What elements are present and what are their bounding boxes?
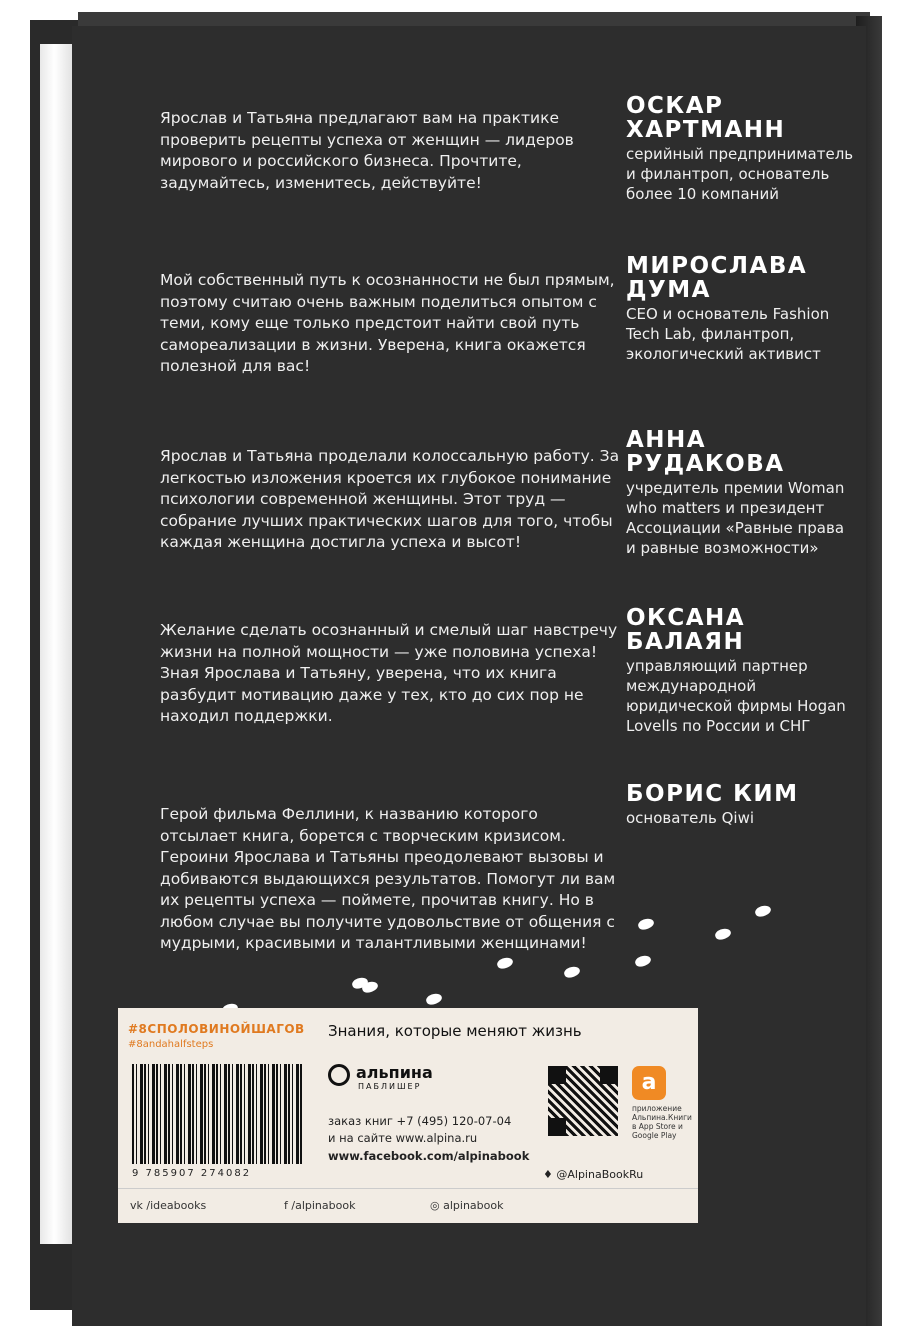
quote-author: [626, 254, 856, 364]
author-role: основатель Qiwi: [626, 809, 755, 827]
author-name: ОСКАР ХАРТМАНН: [626, 93, 786, 143]
footstep-mark: [714, 927, 732, 942]
back-cover-sticker: [118, 1008, 698, 1223]
author-name: АННА РУДАКОВА: [626, 427, 785, 477]
app-icon: a: [632, 1066, 666, 1100]
twitter-icon: ♦: [543, 1168, 557, 1181]
quote-text: Ярослав и Татьяна проделали колоссальную работу. За легкостью изложения кроется их глубокое понимание психологии современной женщины. Этот труд — собрание лучших практических шагов для того, чтобы каждая женщина достигла успеха и высот!: [160, 447, 620, 551]
social-ig-text: alpinabook: [443, 1199, 504, 1212]
quote-text: Желание сделать осознанный и смелый шаг навстречу жизни на полной мощности — уже половина успеха! Зная Ярослава и Татьяну, уверена, что их книга разбудит мотивацию даже у тех, кто до сих пор не находил поддержки.: [160, 621, 618, 725]
author-role: CEO и основатель Fashion Tech Lab, филантроп, экологический активист: [626, 305, 830, 363]
social-vk-text: /ideabooks: [146, 1199, 207, 1212]
footstep-mark: [425, 992, 443, 1007]
twitter-handle-text: @AlpinaBookRu: [556, 1168, 644, 1181]
twitter-handle: [543, 1168, 643, 1181]
app-store-note: приложение Альпина.Книги в App Store и Google Play: [632, 1104, 692, 1140]
publisher-name: альпина: [356, 1063, 433, 1082]
barcode: [132, 1064, 302, 1164]
footstep-mark: [754, 904, 772, 919]
quote-author: [626, 94, 856, 204]
facebook-icon: f: [284, 1199, 292, 1212]
quote-text: Мой собственный путь к осознанности не был прямым, поэтому считаю очень важным поделиться опытом с теми, кому еще только предстоит найти свой путь самореализации в жизни. Уверена, книга окажется полезной для вас!: [160, 271, 615, 375]
quote-author: [626, 428, 856, 558]
isbn-number: 9 785907 274082: [132, 1168, 252, 1179]
social-ig: [430, 1199, 503, 1212]
author-role: учредитель премии Woman who matters и президент Ассоциации «Равные права и равные возможности»: [626, 479, 845, 557]
book-pages-edge: [40, 44, 76, 1244]
social-links-bar: [118, 1188, 698, 1224]
author-role: серийный предприниматель и филантроп, основатель более 10 компаний: [626, 145, 854, 203]
author-name: ОКСАНА БАЛАЯН: [626, 605, 746, 655]
footstep-mark: [496, 956, 514, 971]
publisher-subtitle: ПАБЛИШЕР: [358, 1082, 422, 1091]
instagram-icon: ◎: [430, 1199, 444, 1212]
vk-icon: vk: [130, 1199, 147, 1212]
publisher-logo-icon: [328, 1064, 350, 1086]
publisher-slogan: Знания, которые меняют жизнь: [328, 1022, 582, 1040]
hashtag-ru: #8СПОЛОВИНОЙШАГОВ: [128, 1022, 305, 1036]
facebook-link: www.facebook.com/alpinabook: [328, 1149, 530, 1163]
social-fb: [284, 1199, 355, 1212]
author-name: БОРИС КИМ: [626, 781, 799, 807]
quote-text: Ярослав и Татьяна предлагают вам на практике проверить рецепты успеха от женщин — лидеров мирового и российского бизнеса. Прочтите, задумайтесь, изменитесь, действуйте!: [160, 109, 574, 192]
footstep-mark: [563, 965, 581, 980]
order-site: и на сайте www.alpina.ru: [328, 1131, 478, 1145]
social-vk: [130, 1199, 206, 1212]
qr-code: [548, 1066, 618, 1136]
footstep-mark: [637, 917, 655, 932]
quote-text: Герой фильма Феллини, к названию которого отсылает книга, борется с творческим кризисом. Героини Ярослава и Татьяны преодолевают вызовы и добиваются выдающихся результатов. Помогут ли вам их рецепты успеха — поймете, прочитав книгу. Но в любом случае вы получите удовольствие от общения с мудрыми, красивыми и талантливыми женщинами!: [160, 805, 616, 952]
quote-author: [626, 782, 856, 828]
quote-author: [626, 606, 856, 736]
author-name: МИРОСЛАВА ДУМА: [626, 253, 808, 303]
order-phone: заказ книг +7 (495) 120-07-04: [328, 1114, 512, 1128]
author-role: управляющий партнер международной юридической фирмы Hogan Lovells по России и СНГ: [626, 657, 846, 735]
order-info: [328, 1113, 511, 1147]
social-fb-text: /alpinabook: [291, 1199, 356, 1212]
hashtag-en: #8andahalfsteps: [128, 1039, 214, 1050]
footstep-mark: [634, 954, 652, 969]
